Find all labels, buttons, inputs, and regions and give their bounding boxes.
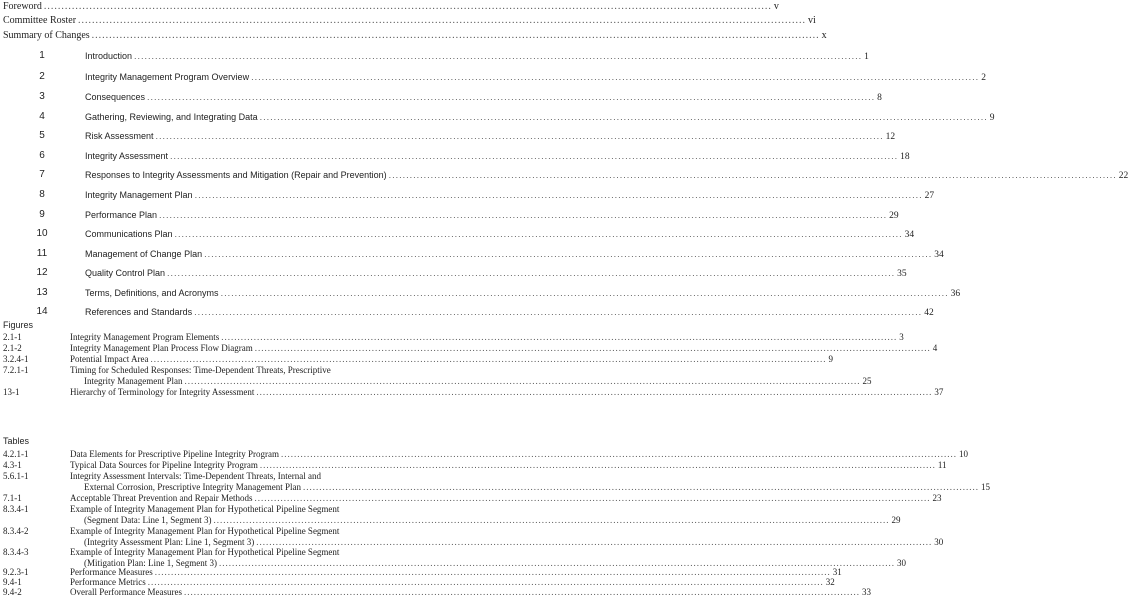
entry-title: Management of Change Plan [85, 249, 203, 259]
chapter-number: 12 [36, 267, 48, 278]
entry-number: 9.2.3-1 [3, 567, 29, 577]
toc-entry-chapter-12[interactable] [0, 265, 907, 281]
chapter-number: 3 [39, 91, 45, 102]
entry-page: 31 [832, 567, 842, 577]
entry-page: 4 [932, 343, 938, 353]
table-entry-9.4-2[interactable] [0, 587, 871, 599]
entry-title: Integrity Management Plan [85, 190, 193, 200]
chapter-number: 1 [39, 50, 45, 61]
tables-heading: Tables [3, 436, 30, 446]
entry-number: 4.3-1 [3, 460, 22, 470]
entry-title: Performance Metrics [70, 576, 146, 587]
entry-title: Integrity Assessment [85, 151, 169, 161]
entry-number: 7.1-1 [3, 493, 22, 503]
chapter-number: 8 [39, 189, 45, 200]
entry-page: 32 [825, 576, 835, 587]
entry-page: 22 [1118, 171, 1128, 181]
chapter-number: 2 [39, 71, 45, 82]
entry-title-line: Example of Integrity Management Plan for Hypothetical Pipeline Segment [70, 504, 340, 514]
entry-title-line: Example of Integrity Management Plan for Hypothetical Pipeline Segment [70, 526, 340, 536]
toc-entry-chapter-3[interactable] [0, 89, 882, 105]
chapter-number: 10 [36, 228, 48, 239]
chapter-number: 13 [36, 287, 48, 298]
entry-title: External Corrosion, Prescriptive Integrity Management Plan [84, 481, 301, 492]
toc-entry-chapter-7[interactable] [0, 167, 1128, 183]
entry-title: Consequences [85, 92, 146, 102]
entry-page: 8 [877, 93, 882, 103]
entry-page: 34 [904, 230, 915, 240]
chapter-number: 5 [39, 130, 45, 141]
entry-title: Introduction [85, 51, 133, 61]
entry-title: Committee Roster [3, 15, 77, 26]
entry-title: Integrity Management Plan Process Flow Diagram [70, 343, 253, 353]
toc-entry-chapter-9[interactable] [0, 207, 899, 223]
entry-number: 8.3.4-2 [3, 526, 29, 536]
table-entry-4.3-1[interactable] [0, 460, 947, 472]
entry-title: Quality Control Plan [85, 268, 166, 278]
entry-number: 2.1-2 [3, 343, 22, 353]
entry-title: Data Elements for Prescriptive Pipeline Integrity Program [70, 449, 279, 459]
entry-page: v [773, 1, 779, 12]
entry-page: 11 [937, 460, 947, 470]
toc-entry-chapter-4[interactable] [0, 109, 995, 125]
entry-title: (Mitigation Plan: Line 1, Segment 3) [84, 557, 217, 568]
entry-page: 29 [889, 211, 899, 221]
chapter-number: 6 [39, 150, 45, 161]
entry-page: 9 [989, 113, 995, 123]
toc-entry-chapter-1[interactable] [0, 48, 869, 64]
entry-title: Summary of Changes [3, 30, 90, 41]
entry-page: 23 [932, 493, 942, 503]
entry-page: 30 [934, 536, 944, 547]
entry-number: 13-1 [3, 387, 20, 397]
toc-entry-chapter-6[interactable] [0, 148, 910, 164]
table-entry-7.1-1[interactable] [0, 493, 942, 505]
entry-number: 9.4-1 [3, 576, 22, 587]
entry-title: Performance Plan [85, 210, 158, 220]
entry-page: 18 [900, 152, 910, 162]
entry-page: 30 [896, 557, 906, 568]
figures-heading: Figures [3, 320, 34, 330]
toc-entry-chapter-13[interactable] [0, 285, 961, 301]
entry-title: Foreword [3, 1, 42, 12]
figure-entry-2.1-2[interactable] [0, 343, 938, 355]
entry-page: 3 [899, 332, 904, 342]
entry-page: 37 [934, 387, 944, 397]
entry-number: 2.1-1 [3, 332, 22, 342]
chapter-number: 7 [39, 169, 45, 180]
table-entry-4.2.1-1[interactable] [0, 449, 968, 461]
entry-number: 8.3.4-3 [3, 547, 29, 557]
entry-page: 36 [950, 289, 961, 299]
entry-number: 4.2.1-1 [3, 449, 29, 459]
entry-title: Performance Measures [70, 567, 153, 577]
entry-page: 33 [861, 587, 871, 597]
entry-page: 35 [897, 269, 907, 279]
chapter-number: 14 [36, 306, 48, 317]
entry-page: 34 [934, 250, 944, 260]
entry-title: Potential Impact Area [70, 354, 149, 364]
entry-page: 27 [924, 191, 935, 201]
entry-page: x [821, 30, 827, 41]
entry-page: 1 [864, 52, 869, 62]
entry-title: Responses to Integrity Assessments and Mitigation (Repair and Prevention) [85, 170, 387, 180]
entry-page: vi [808, 15, 816, 26]
toc-entry-chapter-11[interactable] [0, 246, 944, 262]
entry-number: 5.6.1-1 [3, 471, 29, 481]
table-entry-8.3.4-1[interactable] [0, 504, 901, 526]
table-entry-8.3.4-2[interactable] [0, 526, 944, 548]
entry-title: Integrity Management Program Elements [70, 332, 220, 342]
toc-entry-chapter-2[interactable] [0, 69, 986, 85]
entry-number: 9.4-2 [3, 587, 22, 597]
entry-title: Typical Data Sources for Pipeline Integrity Program [70, 460, 258, 470]
toc-entry-chapter-10[interactable] [0, 226, 915, 242]
entry-page: 29 [891, 514, 901, 525]
chapter-number: 11 [36, 248, 48, 259]
entry-title: (Integrity Assessment Plan: Line 1, Segment 3) [84, 536, 255, 547]
entry-title: Communications Plan [85, 229, 173, 239]
table-entry-8.3.4-3[interactable] [0, 547, 906, 569]
entry-title: Hierarchy of Terminology for Integrity Assessment [70, 387, 255, 397]
entry-title: Gathering, Reviewing, and Integrating Data [85, 112, 258, 122]
entry-title: References and Standards [85, 307, 193, 317]
entry-title: Integrity Management Program Overview [85, 72, 250, 82]
figure-entry-2.1-1[interactable] [0, 332, 904, 344]
toc-entry-committee-roster[interactable] [3, 15, 816, 27]
toc-entry-chapter-14[interactable] [0, 304, 934, 320]
entry-page: 9 [828, 354, 833, 364]
table-entry-5.6.1-1[interactable] [0, 471, 990, 493]
entry-page: 42 [924, 308, 934, 318]
entry-title-line: Example of Integrity Management Plan for Hypothetical Pipeline Segment [70, 547, 340, 557]
figure-entry-13-1[interactable] [0, 387, 944, 399]
entry-number: 8.3.4-1 [3, 504, 29, 514]
figure-entry-3.2.4-1[interactable] [0, 354, 833, 366]
figure-entry-7.2.1-1[interactable] [0, 365, 872, 387]
toc-entry-foreword[interactable] [3, 1, 779, 13]
entry-page: 2 [981, 73, 986, 83]
entry-page: 12 [885, 132, 896, 142]
entry-page: 10 [958, 449, 968, 459]
entry-number: 3.2.4-1 [3, 354, 29, 364]
chapter-number: 4 [39, 111, 45, 122]
entry-title: (Segment Data: Line 1, Segment 3) [84, 514, 212, 525]
entry-page: 15 [980, 481, 990, 492]
toc-entry-chapter-5[interactable] [0, 128, 896, 144]
toc-entry-chapter-8[interactable] [0, 187, 935, 203]
entry-title: Risk Assessment [85, 131, 154, 141]
toc-entry-summary-of-changes[interactable] [3, 30, 827, 42]
entry-number: 7.2.1-1 [3, 365, 29, 375]
entry-title: Terms, Definitions, and Acronyms [85, 288, 219, 298]
chapter-number: 9 [39, 209, 45, 220]
entry-title-line: Integrity Assessment Intervals: Time-Dependent Threats, Internal and [70, 471, 322, 481]
entry-title: Integrity Management Plan [84, 375, 183, 386]
entry-title: Overall Performance Measures [70, 587, 182, 597]
entry-title: Acceptable Threat Prevention and Repair Methods [70, 493, 253, 503]
entry-title-line: Timing for Scheduled Responses: Time-Dependent Threats, Prescriptive [70, 365, 331, 375]
entry-page: 25 [862, 375, 872, 386]
